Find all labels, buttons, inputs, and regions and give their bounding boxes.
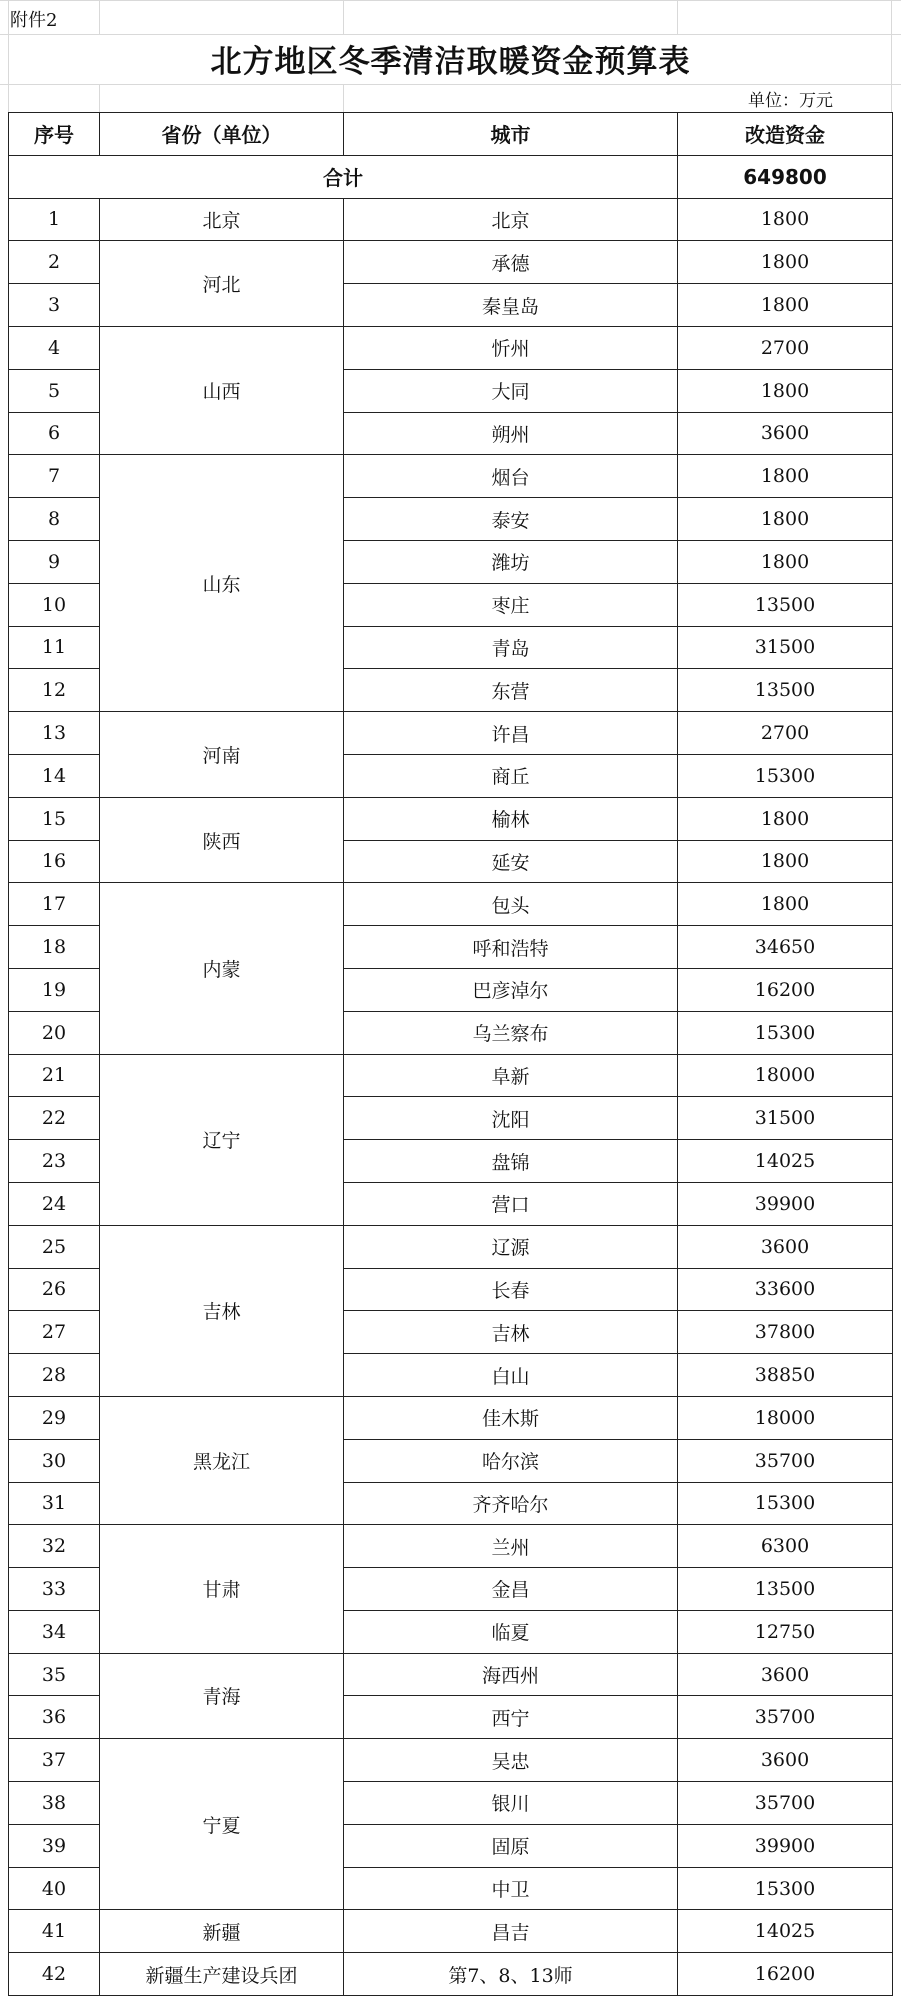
seq-cell: 1 bbox=[9, 198, 100, 241]
header-city: 城市 bbox=[344, 113, 678, 156]
city-cell: 包头 bbox=[344, 883, 678, 926]
unit-label: 单位：万元 bbox=[748, 91, 833, 111]
city-cell: 秦皇岛 bbox=[344, 284, 678, 327]
province-cell: 新疆生产建设兵团 bbox=[100, 1953, 344, 1996]
seq-cell: 21 bbox=[9, 1054, 100, 1097]
funds-cell: 13500 bbox=[678, 583, 893, 626]
table-row bbox=[9, 455, 893, 498]
funds-cell: 37800 bbox=[678, 1311, 893, 1354]
seq-cell: 28 bbox=[9, 1354, 100, 1397]
city-cell: 沈阳 bbox=[344, 1097, 678, 1140]
city-cell: 兰州 bbox=[344, 1525, 678, 1568]
seq-cell: 12 bbox=[9, 669, 100, 712]
funds-cell: 35700 bbox=[678, 1782, 893, 1825]
funds-cell: 34650 bbox=[678, 926, 893, 969]
city-cell: 呼和浩特 bbox=[344, 926, 678, 969]
funds-cell: 1800 bbox=[678, 455, 893, 498]
city-cell: 吉林 bbox=[344, 1311, 678, 1354]
city-cell: 延安 bbox=[344, 840, 678, 883]
page-title: 北方地区冬季清洁取暖资金预算表 bbox=[210, 44, 691, 80]
city-cell: 长春 bbox=[344, 1268, 678, 1311]
table-row bbox=[9, 1054, 893, 1097]
funds-cell: 15300 bbox=[678, 754, 893, 797]
funds-cell: 3600 bbox=[678, 1225, 893, 1268]
funds-cell: 1800 bbox=[678, 241, 893, 284]
seq-cell: 6 bbox=[9, 412, 100, 455]
seq-cell: 7 bbox=[9, 455, 100, 498]
funds-cell: 2700 bbox=[678, 712, 893, 755]
city-cell: 大同 bbox=[344, 369, 678, 412]
funds-cell: 15300 bbox=[678, 1867, 893, 1910]
seq-cell: 35 bbox=[9, 1653, 100, 1696]
funds-cell: 12750 bbox=[678, 1610, 893, 1653]
city-cell: 吴忠 bbox=[344, 1739, 678, 1782]
province-cell: 山西 bbox=[100, 326, 344, 454]
seq-cell: 33 bbox=[9, 1568, 100, 1611]
funds-cell: 16200 bbox=[678, 968, 893, 1011]
seq-cell: 18 bbox=[9, 926, 100, 969]
funds-cell: 31500 bbox=[678, 1097, 893, 1140]
city-cell: 中卫 bbox=[344, 1867, 678, 1910]
grid-line bbox=[0, 0, 901, 1]
seq-cell: 16 bbox=[9, 840, 100, 883]
city-cell: 潍坊 bbox=[344, 540, 678, 583]
seq-cell: 8 bbox=[9, 498, 100, 541]
funds-cell: 18000 bbox=[678, 1396, 893, 1439]
province-cell: 甘肃 bbox=[100, 1525, 344, 1653]
table-row bbox=[9, 1525, 893, 1568]
table-row bbox=[9, 1953, 893, 1996]
funds-cell: 35700 bbox=[678, 1439, 893, 1482]
city-cell: 海西州 bbox=[344, 1653, 678, 1696]
funds-cell: 35700 bbox=[678, 1696, 893, 1739]
province-cell: 青海 bbox=[100, 1653, 344, 1739]
seq-cell: 38 bbox=[9, 1782, 100, 1825]
funds-cell: 1800 bbox=[678, 797, 893, 840]
seq-cell: 39 bbox=[9, 1824, 100, 1867]
funds-cell: 1800 bbox=[678, 369, 893, 412]
city-cell: 临夏 bbox=[344, 1610, 678, 1653]
city-cell: 巴彦淖尔 bbox=[344, 968, 678, 1011]
city-cell: 商丘 bbox=[344, 754, 678, 797]
city-cell: 盘锦 bbox=[344, 1140, 678, 1183]
funds-cell: 1800 bbox=[678, 540, 893, 583]
province-cell: 新疆 bbox=[100, 1910, 344, 1953]
funds-cell: 15300 bbox=[678, 1482, 893, 1525]
funds-cell: 39900 bbox=[678, 1182, 893, 1225]
province-cell: 吉林 bbox=[100, 1225, 344, 1396]
seq-cell: 20 bbox=[9, 1011, 100, 1054]
province-cell: 辽宁 bbox=[100, 1054, 344, 1225]
funds-cell: 1800 bbox=[678, 498, 893, 541]
table-row bbox=[9, 883, 893, 926]
total-value: 649800 bbox=[678, 155, 893, 198]
city-cell: 营口 bbox=[344, 1182, 678, 1225]
seq-cell: 15 bbox=[9, 797, 100, 840]
seq-cell: 2 bbox=[9, 241, 100, 284]
header-funds: 改造资金 bbox=[678, 113, 893, 156]
budget-table bbox=[8, 112, 893, 1996]
seq-cell: 27 bbox=[9, 1311, 100, 1354]
table-row bbox=[9, 198, 893, 241]
table-row bbox=[9, 1396, 893, 1439]
funds-cell: 14025 bbox=[678, 1140, 893, 1183]
seq-cell: 32 bbox=[9, 1525, 100, 1568]
funds-cell: 38850 bbox=[678, 1354, 893, 1397]
header-seq: 序号 bbox=[9, 113, 100, 156]
seq-cell: 5 bbox=[9, 369, 100, 412]
seq-cell: 36 bbox=[9, 1696, 100, 1739]
funds-cell: 39900 bbox=[678, 1824, 893, 1867]
grid-line bbox=[677, 0, 678, 34]
funds-cell: 2700 bbox=[678, 326, 893, 369]
seq-cell: 31 bbox=[9, 1482, 100, 1525]
funds-cell: 15300 bbox=[678, 1011, 893, 1054]
city-cell: 金昌 bbox=[344, 1568, 678, 1611]
province-cell: 陕西 bbox=[100, 797, 344, 883]
funds-cell: 14025 bbox=[678, 1910, 893, 1953]
funds-cell: 3600 bbox=[678, 1739, 893, 1782]
funds-cell: 13500 bbox=[678, 1568, 893, 1611]
city-cell: 泰安 bbox=[344, 498, 678, 541]
seq-cell: 41 bbox=[9, 1910, 100, 1953]
province-cell: 河南 bbox=[100, 712, 344, 798]
province-cell: 河北 bbox=[100, 241, 344, 327]
funds-cell: 13500 bbox=[678, 669, 893, 712]
seq-cell: 26 bbox=[9, 1268, 100, 1311]
header-province: 省份（单位） bbox=[100, 113, 344, 156]
city-cell: 佳木斯 bbox=[344, 1396, 678, 1439]
seq-cell: 24 bbox=[9, 1182, 100, 1225]
funds-cell: 1800 bbox=[678, 840, 893, 883]
province-cell: 北京 bbox=[100, 198, 344, 241]
city-cell: 忻州 bbox=[344, 326, 678, 369]
funds-cell: 1800 bbox=[678, 883, 893, 926]
table-row bbox=[9, 797, 893, 840]
table-row bbox=[9, 241, 893, 284]
funds-cell: 3600 bbox=[678, 412, 893, 455]
city-cell: 白山 bbox=[344, 1354, 678, 1397]
seq-cell: 10 bbox=[9, 583, 100, 626]
seq-cell: 34 bbox=[9, 1610, 100, 1653]
city-cell: 朔州 bbox=[344, 412, 678, 455]
funds-cell: 16200 bbox=[678, 1953, 893, 1996]
city-cell: 许昌 bbox=[344, 712, 678, 755]
table-row bbox=[9, 712, 893, 755]
table-row bbox=[9, 326, 893, 369]
table-row bbox=[9, 1225, 893, 1268]
attachment-label: 附件2 bbox=[10, 10, 58, 31]
seq-cell: 40 bbox=[9, 1867, 100, 1910]
funds-cell: 1800 bbox=[678, 198, 893, 241]
city-cell: 青岛 bbox=[344, 626, 678, 669]
city-cell: 阜新 bbox=[344, 1054, 678, 1097]
seq-cell: 22 bbox=[9, 1097, 100, 1140]
seq-cell: 9 bbox=[9, 540, 100, 583]
city-cell: 烟台 bbox=[344, 455, 678, 498]
seq-cell: 30 bbox=[9, 1439, 100, 1482]
total-row bbox=[9, 155, 893, 198]
seq-cell: 11 bbox=[9, 626, 100, 669]
table-body bbox=[9, 155, 893, 1995]
header-row bbox=[9, 113, 893, 156]
city-cell: 东营 bbox=[344, 669, 678, 712]
seq-cell: 23 bbox=[9, 1140, 100, 1183]
province-cell: 宁夏 bbox=[100, 1739, 344, 1910]
seq-cell: 42 bbox=[9, 1953, 100, 1996]
table-row bbox=[9, 1739, 893, 1782]
seq-cell: 3 bbox=[9, 284, 100, 327]
funds-cell: 18000 bbox=[678, 1054, 893, 1097]
seq-cell: 13 bbox=[9, 712, 100, 755]
seq-cell: 29 bbox=[9, 1396, 100, 1439]
city-cell: 乌兰察布 bbox=[344, 1011, 678, 1054]
seq-cell: 25 bbox=[9, 1225, 100, 1268]
city-cell: 北京 bbox=[344, 198, 678, 241]
city-cell: 榆林 bbox=[344, 797, 678, 840]
funds-cell: 3600 bbox=[678, 1653, 893, 1696]
seq-cell: 14 bbox=[9, 754, 100, 797]
city-cell: 承德 bbox=[344, 241, 678, 284]
city-cell: 西宁 bbox=[344, 1696, 678, 1739]
province-cell: 黑龙江 bbox=[100, 1396, 344, 1524]
city-cell: 辽源 bbox=[344, 1225, 678, 1268]
funds-cell: 33600 bbox=[678, 1268, 893, 1311]
province-cell: 内蒙 bbox=[100, 883, 344, 1054]
seq-cell: 4 bbox=[9, 326, 100, 369]
table-row bbox=[9, 1653, 893, 1696]
province-cell: 山东 bbox=[100, 455, 344, 712]
seq-cell: 17 bbox=[9, 883, 100, 926]
total-label: 合计 bbox=[9, 155, 678, 198]
grid-line bbox=[343, 0, 344, 34]
city-cell: 固原 bbox=[344, 1824, 678, 1867]
grid-line bbox=[99, 0, 100, 34]
city-cell: 齐齐哈尔 bbox=[344, 1482, 678, 1525]
city-cell: 枣庄 bbox=[344, 583, 678, 626]
seq-cell: 37 bbox=[9, 1739, 100, 1782]
table-row bbox=[9, 1910, 893, 1953]
seq-cell: 19 bbox=[9, 968, 100, 1011]
city-cell: 银川 bbox=[344, 1782, 678, 1825]
city-cell: 昌吉 bbox=[344, 1910, 678, 1953]
city-cell: 哈尔滨 bbox=[344, 1439, 678, 1482]
city-cell: 第7、8、13师 bbox=[344, 1953, 678, 1996]
funds-cell: 1800 bbox=[678, 284, 893, 327]
funds-cell: 31500 bbox=[678, 626, 893, 669]
funds-cell: 6300 bbox=[678, 1525, 893, 1568]
